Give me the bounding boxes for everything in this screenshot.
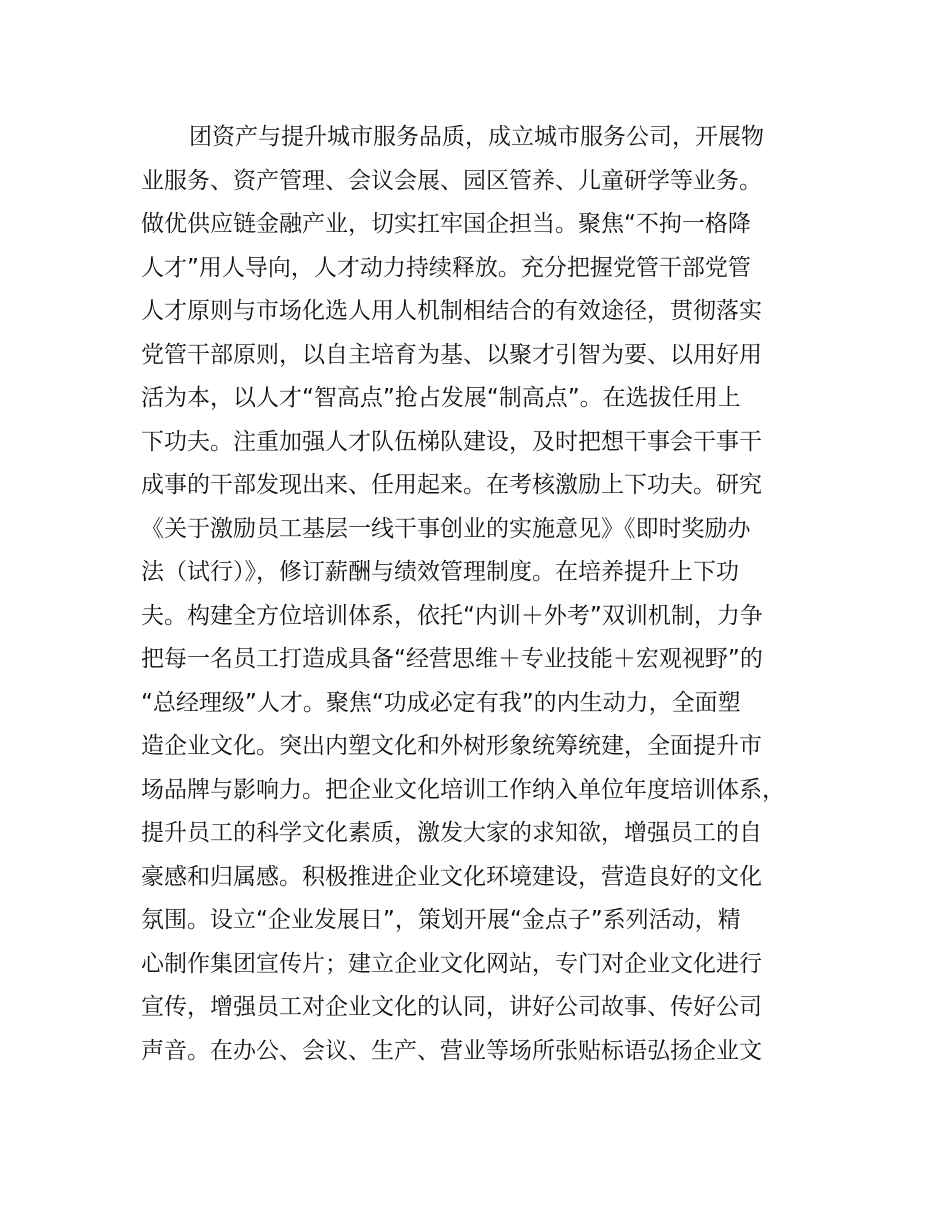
- text-line: 造企业文化。突出内塑文化和外树形象统筹统建，全面提升市: [141, 733, 762, 759]
- text-line: 人才”用人导向，人才动力持续释放。充分把握党管干部党管: [141, 254, 751, 281]
- text-line: 法（试行）》，修订薪酬与绩效管理制度。在培养提升上下功: [141, 559, 739, 585]
- text-line: 声音。在办公、会议、生产、营业等场所张贴标语弘扬企业文: [141, 1037, 762, 1064]
- text-line: 做优供应链金融产业，切实扛牢国企担当。聚焦“不拘一格降: [141, 211, 751, 237]
- body-paragraph: [141, 116, 841, 1073]
- text-line: 党管干部原则，以自主培育为基、以聚才引智为要、以用好用: [141, 341, 762, 368]
- text-line: 活为本，以人才“智高点”抢占发展“制高点”。在选拔任用上: [141, 385, 741, 411]
- text-line: 业服务、资产管理、会议会展、园区管养、儿童研学等业务。: [141, 167, 762, 194]
- text-line: 心制作集团宣传片；建立企业文化网站，专门对企业文化进行: [141, 950, 762, 977]
- text-line: 人才原则与市场化选人用人机制相结合的有效途径，贯彻落实: [141, 298, 762, 324]
- text-line: “总经理级”人才。聚焦“功成必定有我”的内生动力，全面塑: [141, 689, 741, 716]
- text-line: 宣传，增强员工对企业文化的认同，讲好公司故事、传好公司: [141, 994, 762, 1020]
- text-line: 《关于激励员工基层一线干事创业的实施意见》《即时奖励办: [141, 515, 751, 542]
- text-line: 豪感和归属感。积极推进企业文化环境建设，营造良好的文化: [141, 863, 762, 890]
- text-line: 场品牌与影响力。把企业文化培训工作纳入单位年度培训体系，: [141, 776, 785, 803]
- text-line: 氛围。设立“企业发展日”，策划开展“金点子”系列活动，精: [141, 907, 741, 933]
- text-line: 夫。构建全方位培训体系，依托“内训＋外考”双训机制，力争: [141, 602, 763, 629]
- text-line: 团资产与提升城市服务品质，成立城市服务公司，开展物: [189, 124, 764, 150]
- text-line: 下功夫。注重加强人才队伍梯队建设，及时把想干事会干事干: [141, 428, 762, 455]
- text-line: 提升员工的科学文化素质，激发大家的求知欲，增强员工的自: [141, 820, 762, 846]
- text-line: 成事的干部发现出来、任用起来。在考核激励上下功夫。研究: [141, 472, 762, 498]
- text-line: 把每一名员工打造成具备“经营思维＋专业技能＋宏观视野”的: [141, 646, 763, 672]
